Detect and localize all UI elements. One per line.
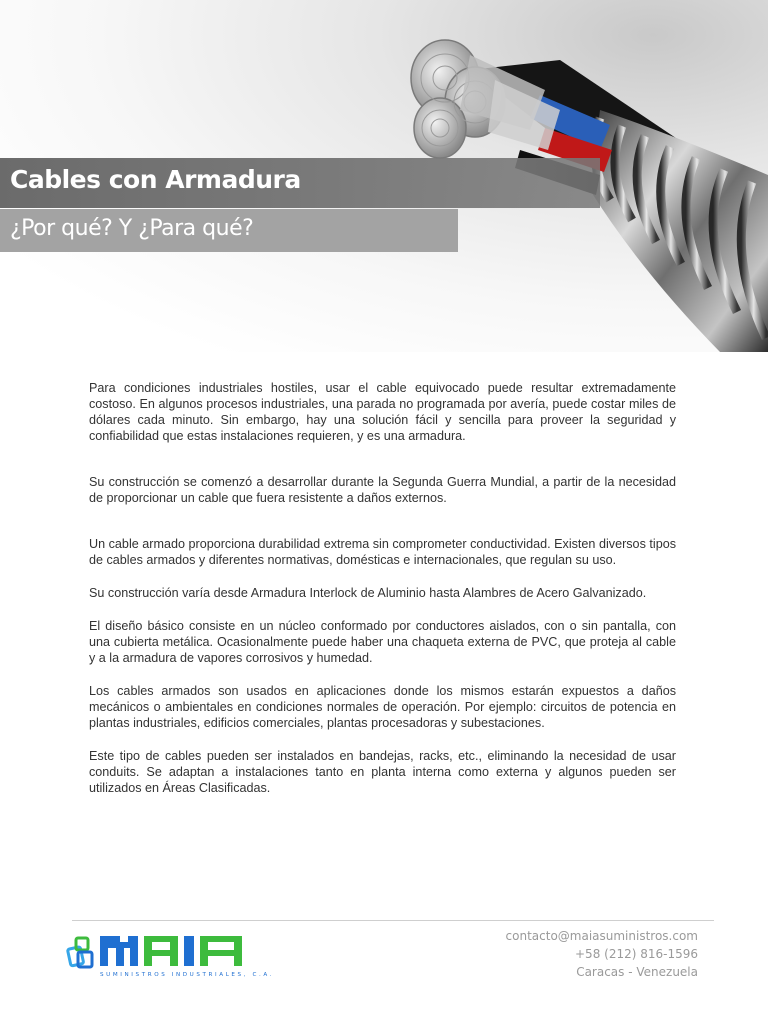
paragraph-durability: Un cable armado proporciona durabilidad extrema sin comprometer conductividad. Existen diversos tipos de cables armados y diferentes normativas, domésticas e internacionales, que regulan su uso. [89, 537, 676, 567]
footer-divider [72, 920, 714, 921]
contact-phone[interactable]: +58 (212) 816-1596 [575, 947, 698, 961]
contact-location: Caracas - Venezuela [576, 965, 698, 979]
contact-email[interactable]: contacto@maiasuministros.com [505, 929, 698, 943]
paragraph-installation: Este tipo de cables pueden ser instalados en bandejas, racks, etc., eliminando la necesidad de usar conduits. Se adaptan a instalaciones tanto en planta interna como externa y algunos pueden ser utilizados en Áreas Clasificadas. [89, 749, 676, 795]
maia-logo-icon [66, 928, 266, 988]
paragraph-applications: Los cables armados son usados en aplicaciones donde los mismos estarán expuestos a daños mecánicos o ambientales en condiciones normales de operación. Por ejemplo: circuitos de potencia en plantas industriales, edificios comerciales, plantas procesadoras y subestaciones. [89, 684, 676, 730]
paragraph-construction: Su construcción varía desde Armadura Interlock de Aluminio hasta Alambres de Acero Galvanizado. [89, 586, 647, 600]
logo-tagline: SUMINISTROS INDUSTRIALES, C.A. [100, 972, 275, 978]
paragraph-design: El diseño básico consiste en un núcleo conformado por conductores aislados, con o sin pantalla, con una cubierta metálica. Ocasionalmente puede haber una chaqueta externa de PVC, que proteja al cable y a la armadura de vapores corrosivos y humedad. [89, 619, 676, 665]
contact-block [506, 927, 698, 981]
paragraph-history: Su construcción se comenzó a desarrollar durante la Segunda Guerra Mundial, a partir de la necesidad de proporcionar un cable que fuera resistente a daños externos. [89, 475, 676, 505]
page-title: Cables con Armadura [10, 165, 301, 194]
page-subtitle: ¿Por qué? Y ¿Para qué? [10, 216, 254, 241]
article-body [89, 380, 676, 796]
paragraph-intro: Para condiciones industriales hostiles, usar el cable equivocado puede resultar extremadamente costoso. En algunos procesos industriales, una parada no programada por avería, puede costar miles de dólares cada minuto. Sin embargo, hay una solución fácil y sencilla para proveer la seguridad y confiabilidad que estas instalaciones requieren, y es una armadura. [89, 381, 676, 443]
company-logo [66, 928, 275, 993]
